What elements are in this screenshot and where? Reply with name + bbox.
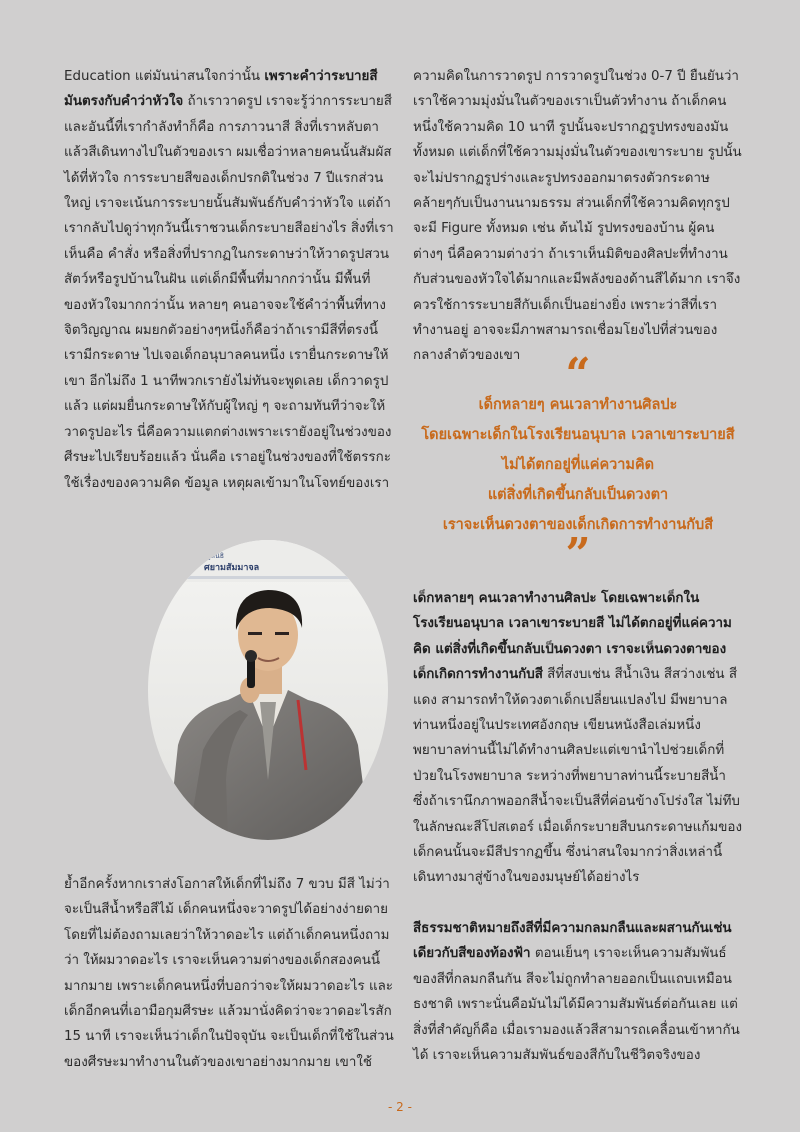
quote-line: เราจะเห็นดวงตาของเด็กเกิดการทำงานกับสี <box>442 517 714 533</box>
paragraph: ความคิดในการวาดรูป การวาดรูปในช่วง 0-7 ปี ยืนยันว่าเราใช้ความมุ่งมั่นในตัวของเราเป็นตัวทำงาน ถ้าเด็กคนหนึ่งใช้ความคิด 10 นาที รูปนั้นจะปรากฏรูปทรงของมันทั้งหมด แต่เด็กที่ใช้ความมุ่งมั่นในตัวของเขาระบาย รูปนั้นจะไม่ปรากฏรูปร่างและรูปทรงออกมาตรงตัวกระดาษ คล้ายๆกับเป็นงานนามธรรม ส่วนเด็กที่ใช้ความคิดทุกรูปจะมี Figure ทั้งหมด เช่น ต้นไม้ รูปทรงของบ้าน ผู้คนต่างๆ นี่คือความต่างว่า ถ้าเราเห็นมิติของศิลปะที่ทำงานกับส่วนของหัวใจได้มากและมีพลังของด้านสีได้มาก เราจึงควรใช้การระบายสีกับเด็กเป็นอย่างยิ่ง เพราะว่าสีที่เราทำงานอยู่ อาจจะมีภาพสามารถเชื่อมโยงไปที่ส่วนของกลางลำตัวของเขา <box>413 69 742 364</box>
paragraph-text: สีที่สงบเช่น สีน้ำเงิน สีสว่างเช่น สีแดง สามารถทำให้ดวงตาเด็กเปลี่ยนแปลงไป มีพยาบาลท่านหนึ่งอยู่ในประเทศอังกฤษ เขียนหนังสือเล่มหนึ่ง พยาบาลท่านนี้ไม่ได้ทำงานศิลปะแต่เขานำไปช่วยเด็กที่ป่วยในโรงพยาบาล ระหว่างที่พยาบาลท่านนี้ระบายสีน้ำ ซึ่งถ้าเรานึกภาพออกสีน้ำจะเป็นสีที่ค่อนข้างโปร่งใส ไม่ทึบ ในลักษณะสีโปสเตอร์ เมื่อเด็กระบายสีบนกระดาษแก้มของเด็กคนนั้นจะมีสีปรากฏขึ้น ซึ่งน่าสนใจมากว่าสิ่งเหล่านี้เดินทางมาสู่ข้างในของมนุษย์ได้อย่างไร <box>413 667 742 886</box>
paragraph-text: ถ้าเราวาดรูป เราจะรู้ว่าการระบายสีและอันนี้ที่เรากำลังทำก็คือ การภาวนาสี สิ่งที่เราหลับตาแล้วสีเดินทางไปในตัวของเรา ผมเชื่อว่าหลายคนนั้นสัมผัสได้ที่หัวใจ การระบายสีของเด็กปรกติในช่วง 7 ปีแรกส่วนใหญ่ เราจะเน้นการระบายนั้นสัมพันธ์กับคำว่าหัวใจ แต่ถ้าเรากลับไปดูว่าทุกวันนี้เราชวนเด็กระบายสีอย่างไร สิ่งที่เราเห็นคือ คำสั่ง หรือสิ่งที่ปรากฏในกระดาษว่าให้วาดรูปสวนสัตว์หรือรูปบ้านในฝัน แต่เด็กมีพื้นที่มากกว่านั้น มีพื้นที่ของหัวใจมากกว่านั้น หลายๆ คนอาจจะใช้คำว่าพื้นที่ทางจิตวิญญาณ ผมยกตัวอย่างๆหนึ่งก็คือว่าถ้าเรามีสีที่ตรงนี้เรามีกระดาษ ไปเจอเด็กอนุบาลคนหนึ่ง เรายื่นกระดาษให้เขา อีกไม่ถึง 1 นาทีพวกเรายังไม่ทันจะพูดเลย เด็กวาดรูปแล้ว แต่ผมยื่นกระดาษให้กับผู้ใหญ่ ๆ จะถามทันทีว่าจะให้วาดรูปอะไร นี่คือความแตกต่างเพราะเรายังอยู่ในช่วงของศีรษะไปเรียบร้อยแล้ว นั่นคือ เราอยู่ในช่วงของที่ใช้ตรรกะ ใช้เรื่องของความคิด ข้อมูล เหตุผลเข้ามาในโจทย์ของเรา <box>64 94 394 491</box>
paragraph: ย้ำอีกครั้งหากเราส่งโอกาสให้เด็กที่ไม่ถึง 7 ขวบ มีสี ไม่ว่าจะเป็นสีน้ำหรือสีไม้ เด็กคนหนึ่งจะวาดรูปได้อย่างง่ายดาย โดยที่ไม่ต้องถามเลยว่าให้วาดอะไร แต่ถ้าเด็กคนหนึ่งถามว่า ให้ผมวาดอะไร เราจะเห็นความต่างของเด็กสองคนนี้มากมาย เพราะเด็กคนหนึ่งที่บอกว่าจะให้ผมวาดอะไร และเด็กอีกคนที่เอามือกุมศีรษะ แล้วมานั่งคิดว่าจะวาดอะไรสัก 15 นาที เราจะเห็นว่าเด็กในปัจจุบัน จะเป็นเด็กที่ใช้ในส่วนของศีรษะมาทำงานในตัวของเขาอย่างมากมาย เขาใช้ <box>64 877 394 1070</box>
left-column-bottom <box>64 872 394 1075</box>
paragraph-bold-text: สีธรรมชาติหมายถึงสีที่มีความกลมกลืนและผสานกันเช่นเดียวกับสีของท้องฟ้า <box>413 921 732 962</box>
paragraph-text: Education แต่มันน่าสนใจกว่านั้น <box>64 69 265 84</box>
paragraph <box>64 64 394 496</box>
right-column-top <box>413 64 743 369</box>
left-column-top <box>64 64 394 496</box>
right-column-middle <box>413 586 743 891</box>
paragraph <box>413 916 743 1068</box>
close-quote-mark: ” <box>565 529 591 580</box>
quote-line: โดยเฉพาะเด็กในโรงเรียนอนุบาล เวลาเขาระบายสี <box>421 427 735 443</box>
quote-line: เด็กหลายๆ คนเวลาทำงานศิลปะ <box>478 397 678 413</box>
backdrop-text: มูลนิธิ <box>206 552 224 560</box>
backdrop-text: ศยามสัมมาจล <box>204 563 260 573</box>
quote-line: แต่สิ่งที่เกิดขึ้นกลับเป็นดวงตา <box>487 487 669 503</box>
open-quote-mark: “ <box>565 349 591 400</box>
page-number: - 2 - <box>388 1100 412 1114</box>
speaker-photo-image <box>148 540 388 840</box>
quote-line: ไม่ได้ตกอยู่ที่แค่ความคิด <box>501 457 655 473</box>
paragraph-text: ตอนเย็นๆ เราจะเห็นความสัมพันธ์ของสีที่กลมกลืนกัน สีจะไม่ถูกทำลายออกเป็นแถบเหมือนธงชาติ เพราะนั่นคือมันไม่ได้มีความสัมพันธ์ต่อกันเลย แต่สิ่งที่สำคัญก็คือ เมื่อเรามองแล้วสีสามารถเคลื่อนเข้าหากันได้ เราจะเห็นความสัมพันธ์ของสีกับในชีวิตจริงของ <box>413 946 740 1064</box>
paragraph-bold-text: เพราะคำว่าระบายสีมันตรงกับคำว่าหัวใจ <box>64 69 378 110</box>
paragraph-bold-text: เด็กหลายๆ คนเวลาทำงานศิลปะ โดยเฉพาะเด็กในโรงเรียนอนุบาล เวลาเขาระบายสี ไม่ได้ตกอยู่ที่แค่ความคิด แต่สิ่งที่เกิดขึ้นกลับเป็นดวงตา เราจะเห็นดวงตาของเด็กเกิดการทำงานกับสี <box>413 591 732 683</box>
pull-quote <box>405 349 751 580</box>
speaker-photo <box>148 540 388 840</box>
paragraph <box>413 586 743 891</box>
right-column-bottom <box>413 916 743 1068</box>
